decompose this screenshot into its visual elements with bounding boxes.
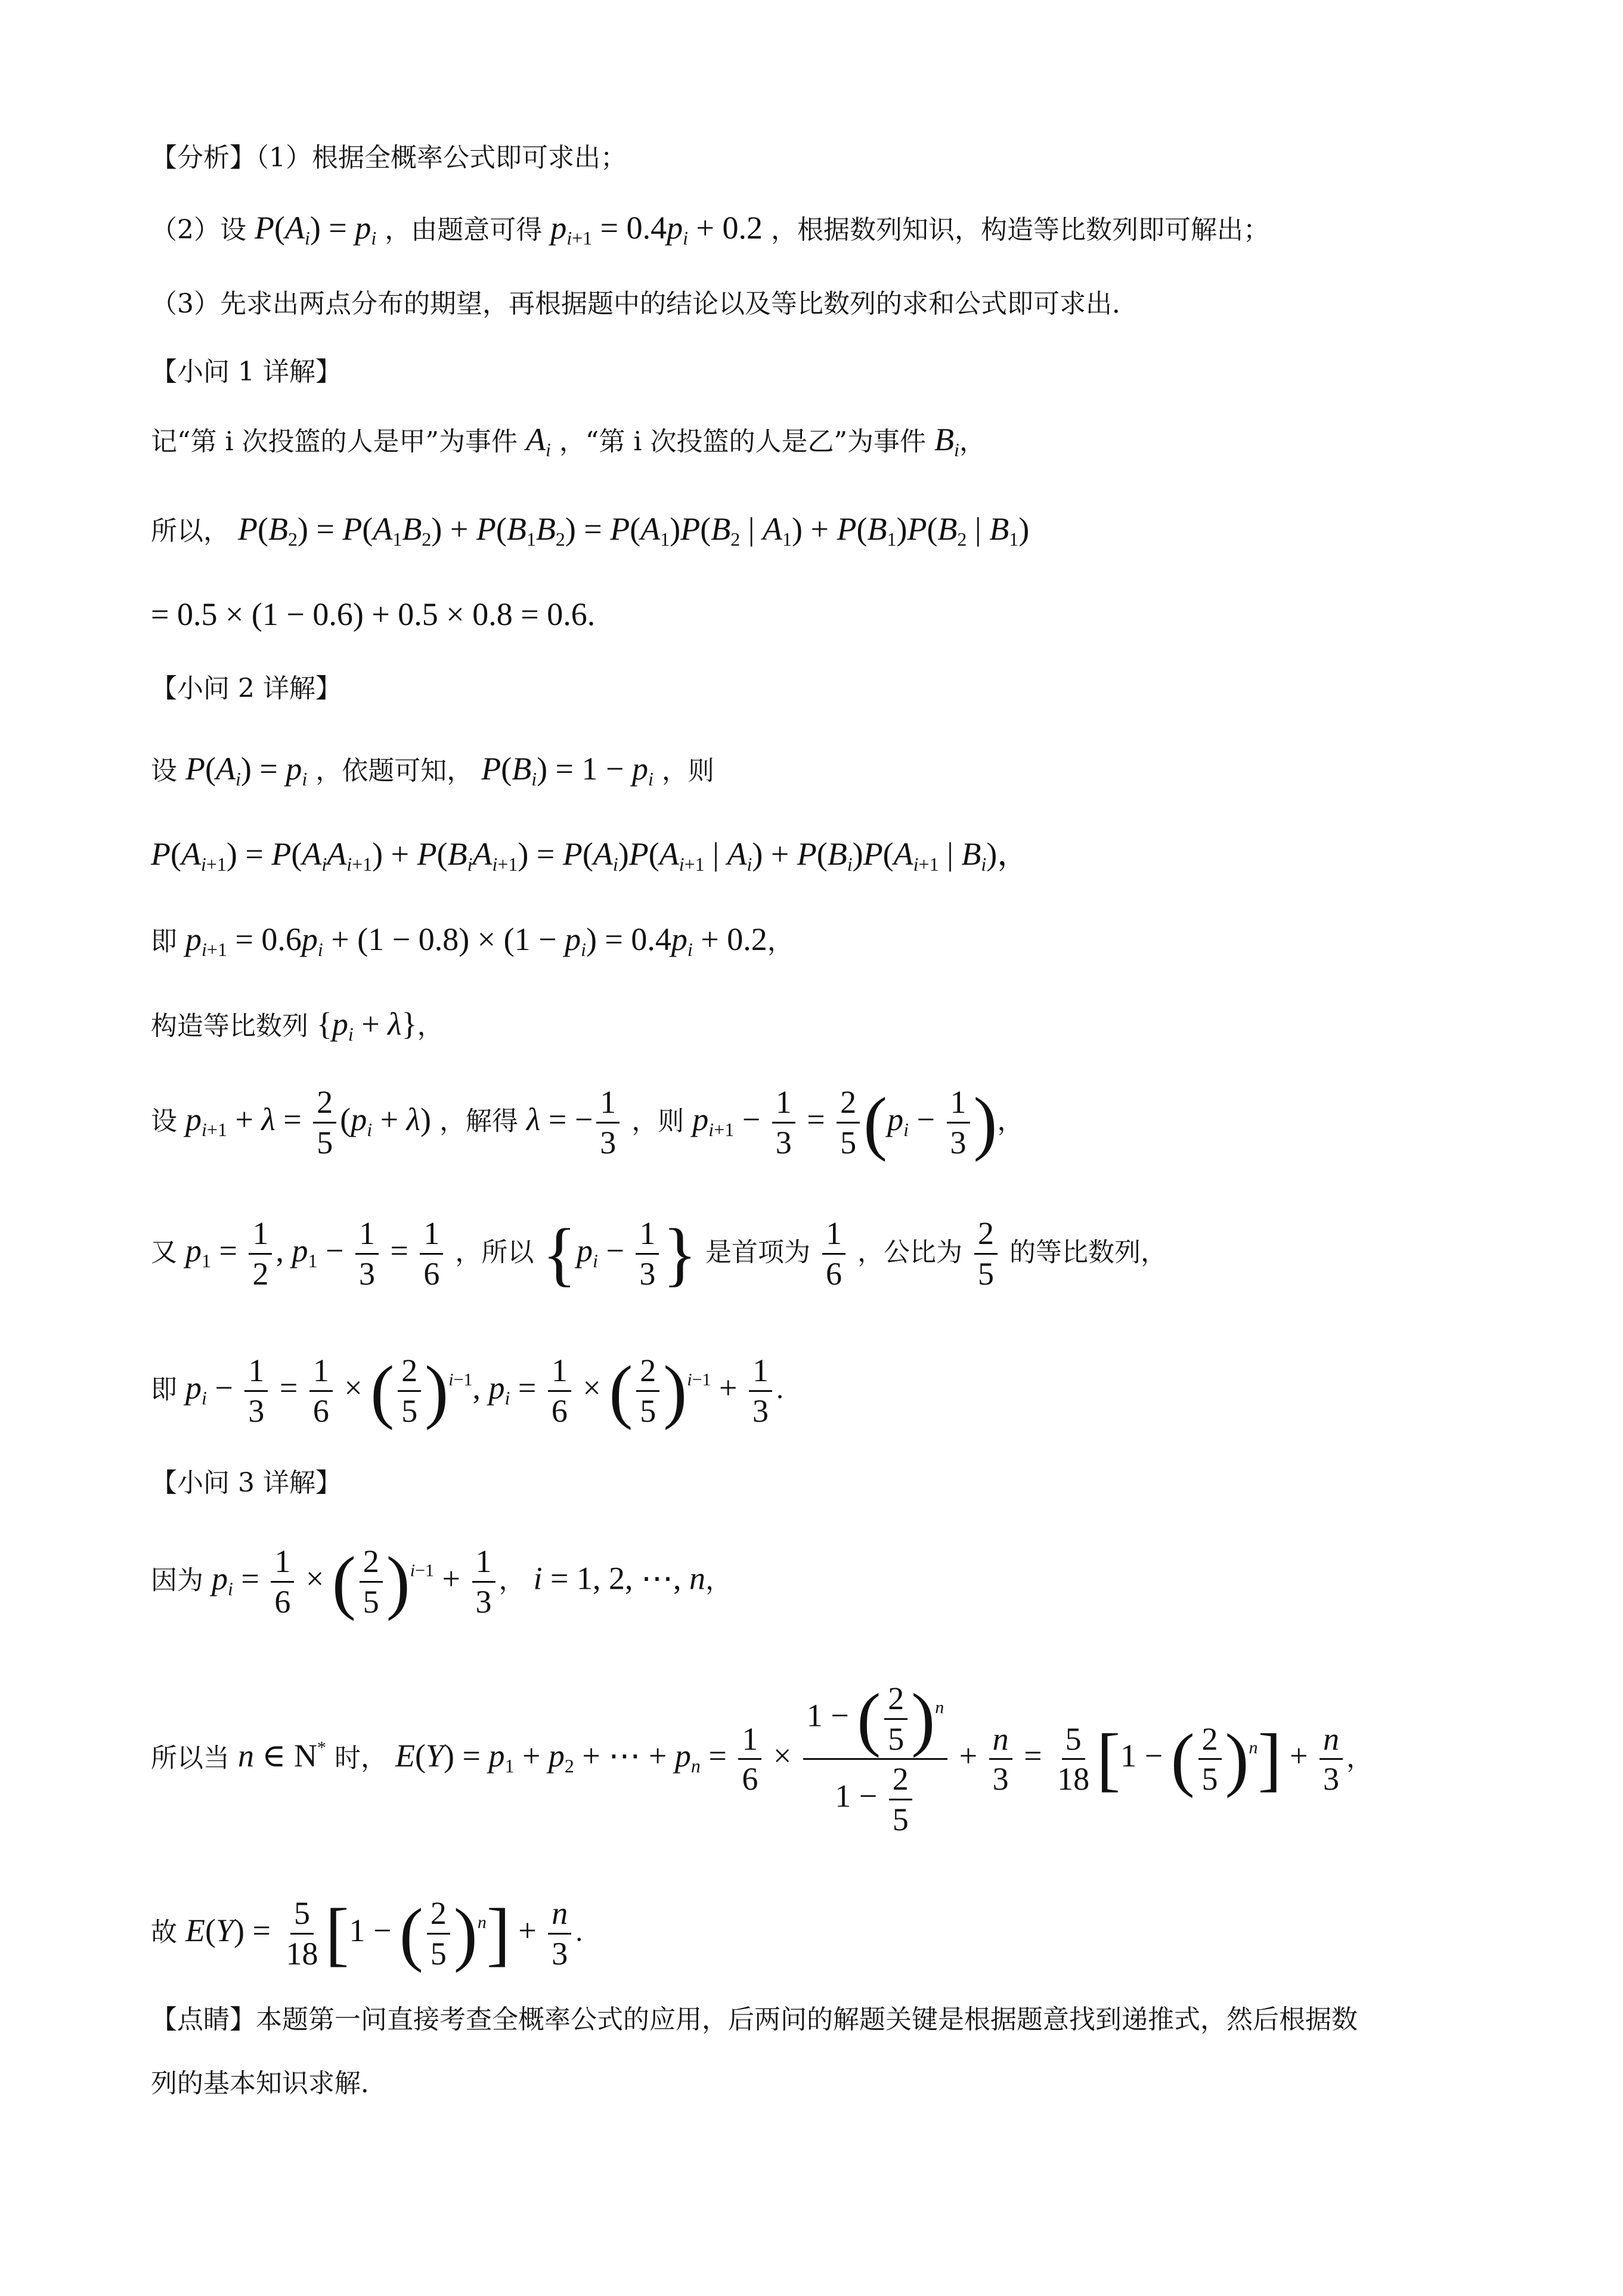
formula: $p_1$ = $\frac{1}{2}$ , $p_1$ − $\frac{1}{3}$ = $\frac{1}{6}$: [185, 1233, 447, 1268]
formula: $P(B_2) = P(A_1B_2) + P(B_1B_2) = P(A_1)P(B_2$ | $A_1) + P(B_1)P(B_2$ | $B_1$): [238, 511, 1030, 550]
analysis-line-3: （3）先求出两点分布的期望，再根据题中的结论以及等比数列的求和公式即可求出．: [151, 289, 1138, 319]
formula: $p_{i+1}$ − $\frac{1}{3}$ = $\frac{2}{5}$ ($p_i$ − $\frac{1}{3}$ ): [692, 1082, 998, 1162]
formula: $p_i$ − $\frac{1}{3}$ = $\frac{1}{6}$ × ( $\frac{2}{5}$ )$^{i-1}$, $p_i$ = $\frac{1}{6}$ × ( $\frac{2}{5}$ )$^{i-1}$ + $\frac{1}{3}$: [185, 1370, 776, 1406]
formula: $E(Y) = p_1 + p_2$ + ⋯ + $p_n$ = $\frac{1}{6}$ × 1 − ( $\frac{2}{5}$ )$^n$ 1 − $\frac{2}{5}$ + $\frac{n}{3}$ = $\frac{5}{18}$ [1 − ( $\frac{2}{5}$ )$^n$] + $\frac{n}{3}$: [395, 1738, 1346, 1774]
q2-line-2: $P(A_{i+1}) = P(A_iA_{i+1}) + P(B_iA_{i+1}) = P(A_i)P(A_{i+1}$ | $A_i) + P(B_i)P(A_{i+1}$ | $B_i$)，: [151, 836, 1030, 875]
q2-line-6-ratio: ，公比为: [857, 1237, 962, 1268]
q2-line-7: 即 $p_i$ − $\frac{1}{3}$ = $\frac{1}{6}$ × ( $\frac{2}{5}$ )$^{i-1}$, $p_i$ = $\frac{1}{6}$ × ( $\frac{2}{5}$ )$^{i-1}$ + $\frac{1}{3}$ .: [151, 1351, 784, 1431]
q3-line-1: 因为 $p_i$ = $\frac{1}{6}$ × ( $\frac{2}{5}$ )$^{i-1}$ + $\frac{1}{3}$ ， i = 1, 2, ⋯, n，: [151, 1542, 732, 1622]
q2-line-3-prefix: 即: [151, 926, 177, 957]
formula: n ∈ N*: [238, 1738, 326, 1774]
q2-line-4: 构造等比数列 $\{p_i + \lambda\}$，: [151, 1006, 444, 1045]
formula: $A_i$: [526, 422, 551, 460]
analysis-heading: 【分析】: [151, 143, 256, 173]
q2-line-7-prefix: 即: [151, 1374, 177, 1405]
q2-line-1-prefix: 设: [151, 756, 177, 786]
formula: $\frac{2}{5}$: [971, 1233, 1001, 1268]
q2-line-6-prefix: 又: [151, 1237, 177, 1268]
analysis-item-2-suffix: ，根据数列知识，构造等比数列即可解出；: [770, 215, 1269, 245]
q1-line-3-value: = 0.5 × (1 − 0.6) + 0.5 × 0.8 = 0.6: [151, 596, 587, 632]
analysis-line-1: [151, 145, 627, 171]
q2-line-4-text: 构造等比数列: [151, 1011, 308, 1041]
q1-line-2-prefix: 所以，: [151, 516, 230, 546]
analysis-item-2-prefix: （2）设: [151, 215, 246, 245]
q2-line-1: [151, 753, 714, 788]
formula: $B_i$: [934, 422, 959, 460]
q2-line-6-suffix: 的等比数列，: [1009, 1237, 1167, 1268]
q2-line-1-suffix: ，则: [661, 756, 714, 786]
comment-text-1: 本题第一问直接考查全概率公式的应用，后两问的解题关键是根据题意找到递推式，然后根据数: [256, 2004, 1358, 2035]
comment-line-1: [151, 2004, 1358, 2035]
q1-line-1-b: ，“第 i 次投篮的人是乙”为事件: [559, 426, 926, 457]
q1-line-1-a: 记“第 i 次投篮的人是甲”为事件: [151, 426, 518, 457]
comment-line-2: 列的基本知识求解．: [151, 2068, 387, 2099]
formula: $P(A_i) = p_i$: [255, 210, 377, 249]
formula: λ = − $\frac{1}{3}$: [526, 1101, 623, 1137]
formula: $p_{i+1} = 0.4p_i + 0.2$: [550, 210, 763, 249]
q2-line-5: 设 $p_{i+1} + \lambda$ = $\frac{2}{5}$ $(p_i + \lambda)$ ，解得 λ = − $\frac{1}{3}$ ，则 $p_{i+1}$ − $\frac{1}{3}$ = $\frac{2}{5}$ ($p_i$ − $\frac{1}{3}$ )，: [151, 1082, 1024, 1162]
q3-line-2: 所以当 n ∈ N* 时， $E(Y) = p_1 + p_2$ + ⋯ + $p_n$ = $\frac{1}{6}$ × 1 − ( $\frac{2}{5}$ )$^n$ 1 − $\frac{2}{5}$ + $\frac{n}{3}$ = $\frac{5}{18}$ [1 − ( $\frac{2}{5}$ )$^n$] + $\frac{n}{3}$ ，: [151, 1679, 1373, 1838]
q1-heading: 【小问 1 详解】: [151, 357, 342, 387]
q3-heading: 【小问 3 详解】: [151, 1468, 342, 1498]
q1-line-3: = 0.5 × (1 − 0.6) + 0.5 × 0.8 = 0.6.: [151, 596, 596, 632]
analysis-item-1: （1）根据全概率公式即可求出；: [256, 143, 627, 173]
formula: $P(B_i) = 1 - p_i$: [481, 751, 653, 790]
formula: i = 1, 2, ⋯, n: [533, 1560, 705, 1596]
q2-heading: 【小问 2 详解】: [151, 673, 342, 704]
formula: $\frac{1}{6}$: [819, 1233, 849, 1268]
q3-line-1-prefix: 因为: [151, 1565, 203, 1596]
q2-line-5-mid: ，解得: [439, 1106, 518, 1137]
q2-line-5-prefix: 设: [151, 1106, 177, 1137]
q2-line-3: 即 $p_{i+1} = 0.6p_i + (1 - 0.8) \times (1 - p_i) = 0.4p_i + 0.2$，: [151, 921, 794, 960]
formula: E(Y) = $\frac{5}{18}$ [1 − ( $\frac{2}{5}$ )$^n$] + $\frac{n}{3}$: [185, 1913, 575, 1948]
formula: $p_{i+1} = 0.6p_i + (1 - 0.8) \times (1 - p_i) = 0.4p_i + 0.2$: [185, 921, 767, 960]
formula: {$p_i$ − $\frac{1}{3}$ }: [542, 1214, 697, 1294]
analysis-item-2-mid: ，由题意可得: [385, 215, 543, 245]
q2-line-1-mid: ，依题可知，: [315, 756, 473, 786]
analysis-line-2: [151, 212, 1269, 247]
q3-line-2-when: 时，: [334, 1743, 387, 1774]
q2-line-6: [151, 1214, 1167, 1294]
formula: $\{p_i + \lambda\}$: [317, 1006, 417, 1045]
q2-line-5-then: ，则: [631, 1106, 684, 1137]
q3-line-3-prefix: 故: [151, 1917, 177, 1948]
formula: $P(A_i) = p_i$: [185, 751, 308, 790]
q1-line-2: [151, 513, 1029, 549]
formula: $p_{i+1} + \lambda$ = $\frac{2}{5}$ $(p_i + \lambda)$: [185, 1084, 431, 1161]
formula: $p_i$ = $\frac{1}{6}$ × ( $\frac{2}{5}$ )$^{i-1}$ + $\frac{1}{3}$: [212, 1561, 499, 1596]
q1-line-1: 记“第 i 次投篮的人是甲”为事件 $A_i$ ，“第 i 次投篮的人是乙”为事件 $B_i$，: [151, 422, 986, 460]
q3-line-3: 故 E(Y) = $\frac{5}{18}$ [1 − ( $\frac{2}{5}$ )$^n$] + $\frac{n}{3}$ .: [151, 1893, 584, 1973]
q3-line-2-prefix: 所以当: [151, 1743, 230, 1774]
q2-line-6-mid: ，所以: [455, 1237, 534, 1268]
q2-line-6-first: 是首项为: [705, 1237, 810, 1268]
comment-heading: 【点睛】: [151, 2004, 256, 2035]
